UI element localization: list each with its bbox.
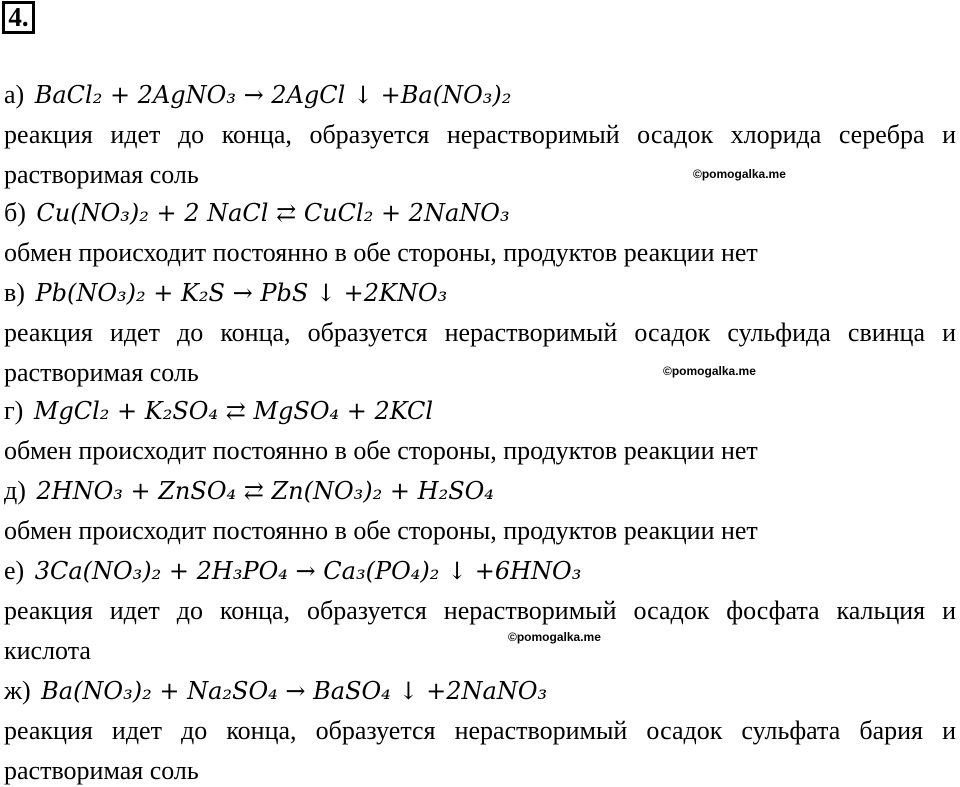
label-e: е)	[4, 556, 25, 585]
desc-g-line1: обмен происходит постоянно в обе стороны, продуктов реакции нет	[4, 436, 758, 465]
reaction-d	[4, 476, 956, 506]
equation-zh: Ba(NO₃)₂ + Na₂SO₄ → BaSO₄ ↓ +2NaNO₃	[41, 677, 548, 705]
desc-v-line1: реакция идет до конца, образуется нерастворимый осадок сульфида свинца и	[4, 318, 956, 347]
equation-b: Cu(NO₃)₂ + 2 NaCl ⇄ CuCl₂ + 2NaNO₃	[36, 199, 510, 227]
desc-d-line1: обмен происходит постоянно в обе стороны, продуктов реакции нет	[4, 516, 758, 545]
desc-a-line2: растворимая соль	[4, 160, 199, 189]
equation-a: BaCl₂ + 2AgNO₃ → 2AgCl ↓ +Ba(NO₃)₂	[34, 81, 512, 109]
equation-v: Pb(NO₃)₂ + K₂S → PbS ↓ +2KNO₃	[35, 279, 448, 307]
desc-v-line2: растворимая соль	[4, 358, 199, 387]
label-zh: ж)	[4, 676, 31, 705]
desc-e-line1: реакция идет до конца, образуется нерастворимый осадок фосфата кальция и	[4, 596, 956, 625]
desc-zh-line1: реакция идет до конца, образуется нерастворимый осадок сульфата бария и	[4, 716, 956, 745]
desc-zh-line2: растворимая соль	[4, 756, 199, 785]
reaction-v	[4, 278, 956, 308]
label-g: г)	[4, 396, 24, 425]
equation-e: 3Ca(NO₃)₂ + 2H₃PO₄ → Ca₃(PO₄)₂ ↓ +6HNO₃	[34, 557, 582, 585]
reaction-e	[4, 556, 956, 586]
watermark: ©pomogalka.me	[663, 364, 756, 378]
equation-g: MgCl₂ + K₂SO₄ ⇄ MgSO₄ + 2KCl	[33, 397, 434, 425]
label-v: в)	[4, 278, 25, 307]
watermark: ©pomogalka.me	[693, 167, 786, 181]
label-d: д)	[4, 476, 26, 505]
watermark: ©pomogalka.me	[508, 630, 601, 644]
reaction-zh	[4, 676, 956, 706]
equation-d: 2HNO₃ + ZnSO₄ ⇄ Zn(NO₃)₂ + H₂SO₄	[36, 477, 494, 505]
label-a: а)	[4, 80, 25, 109]
desc-e-line2: кислота	[4, 636, 91, 665]
desc-b-line1: обмен происходит постоянно в обе стороны, продуктов реакции нет	[4, 238, 758, 267]
label-b: б)	[4, 198, 26, 227]
reaction-a	[4, 80, 956, 110]
desc-a-line1: реакция идет до конца, образуется нерастворимый осадок хлорида серебра и	[4, 120, 956, 149]
reaction-b	[4, 198, 956, 228]
problem-number: 4.	[2, 1, 35, 34]
reaction-g	[4, 396, 956, 426]
